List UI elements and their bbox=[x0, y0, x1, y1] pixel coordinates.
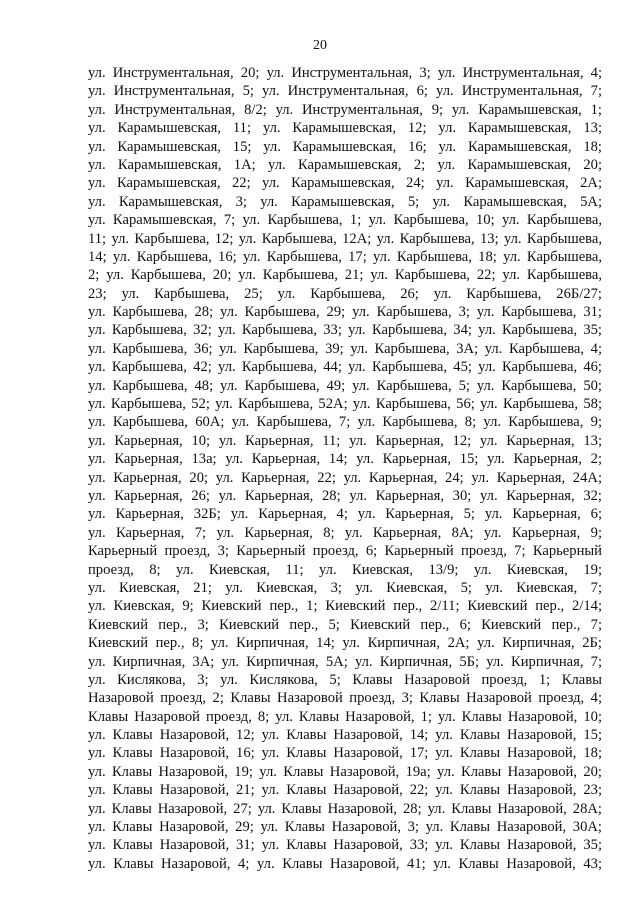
text-line: ул. Инструментальная, 5; ул. Инструментальная, 6; ул. Инструментальная, 7; bbox=[88, 83, 602, 100]
text-line: ул. Карьерная, 32Б; ул. Карьерная, 4; ул. Карьерная, 5; ул. Карьерная, 6; bbox=[88, 506, 602, 523]
text-line: 14; ул. Карбышева, 16; ул. Карбышева, 17; ул. Карбышева, 18; ул. Карбышева, bbox=[88, 248, 602, 265]
text-line: ул. Кислякова, 3; ул. Кислякова, 5; Клавы Назаровой проезд, 1; Клавы bbox=[88, 671, 602, 688]
text-line: ул. Карьерная, 26; ул. Карьерная, 28; ул. Карьерная, 30; ул. Карьерная, 32; bbox=[88, 487, 602, 504]
text-line: ул. Инструментальная, 20; ул. Инструментальная, 3; ул. Инструментальная, 4; bbox=[88, 65, 602, 81]
text-line: ул. Карьерная, 7; ул. Карьерная, 8; ул. Карьерная, 8А; ул. Карьерная, 9; bbox=[88, 524, 602, 541]
text-line: 23; ул. Карбышева, 25; ул. Карбышева, 26; ул. Карбышева, 26Б/27; bbox=[88, 285, 602, 302]
text-line: ул. Карбышева, 42; ул. Карбышева, 44; ул. Карбышева, 45; ул. Карбышева, 46; bbox=[88, 359, 602, 376]
text-line: Назаровой проезд, 2; Клавы Назаровой проезд, 3; Клавы Назаровой проезд, 4; bbox=[88, 690, 602, 707]
text-line: Клавы Назаровой проезд, 8; ул. Клавы Назаровой, 1; ул. Клавы Назаровой, 10; bbox=[88, 708, 602, 725]
text-line: Карьерный проезд, 3; Карьерный проезд, 6; Карьерный проезд, 7; Карьерный bbox=[88, 543, 602, 560]
text-line: ул. Киевская, 21; ул. Киевская, 3; ул. Киевская, 5; ул. Киевская, 7; bbox=[88, 579, 602, 596]
text-line: ул. Кирпичная, 3А; ул. Кирпичная, 5А; ул. Кирпичная, 5Б; ул. Кирпичная, 7; bbox=[88, 653, 602, 670]
text-line: ул. Клавы Назаровой, 4; ул. Клавы Назаровой, 41; ул. Клавы Назаровой, 43; bbox=[88, 855, 602, 872]
text-line: Киевский пер., 8; ул. Кирпичная, 14; ул. Кирпичная, 2А; ул. Кирпичная, 2Б; bbox=[88, 635, 602, 652]
text-line: ул. Карбышева, 60А; ул. Карбышева, 7; ул. Карбышева, 8; ул. Карбышева, 9; bbox=[88, 414, 602, 431]
text-line: ул. Карьерная, 20; ул. Карьерная, 22; ул. Карьерная, 24; ул. Карьерная, 24А; bbox=[88, 469, 602, 486]
text-line: ул. Карьерная, 13а; ул. Карьерная, 14; ул. Карьерная, 15; ул. Карьерная, 2; bbox=[88, 451, 602, 468]
text-line: ул. Карамышевская, 7; ул. Карбышева, 1; ул. Карбышева, 10; ул. Карбышева, bbox=[88, 212, 602, 229]
text-line: ул. Карбышева, 48; ул. Карбышева, 49; ул. Карбышева, 5; ул. Карбышева, 50; bbox=[88, 377, 602, 394]
text-line: ул. Клавы Назаровой, 21; ул. Клавы Назаровой, 22; ул. Клавы Назаровой, 23; bbox=[88, 782, 602, 799]
text-line: ул. Карамышевская, 11; ул. Карамышевская, 12; ул. Карамышевская, 13; bbox=[88, 120, 602, 137]
text-line: проезд, 8; ул. Киевская, 11; ул. Киевская, 13/9; ул. Киевская, 19; bbox=[88, 561, 602, 578]
address-list bbox=[88, 64, 602, 873]
page-number: 20 bbox=[313, 38, 327, 53]
text-line: ул. Карамышевская, 15; ул. Карамышевская, 16; ул. Карамышевская, 18; bbox=[88, 138, 602, 155]
text-line: 2; ул. Карбышева, 20; ул. Карбышева, 21; ул. Карбышева, 22; ул. Карбышева, bbox=[88, 267, 602, 284]
text-line: ул. Клавы Назаровой, 31; ул. Клавы Назаровой, 33; ул. Клавы Назаровой, 35; bbox=[88, 837, 602, 854]
text-line: ул. Карамышевская, 1А; ул. Карамышевская, 2; ул. Карамышевская, 20; bbox=[88, 156, 602, 173]
text-line: ул. Карбышева, 28; ул. Карбышева, 29; ул. Карбышева, 3; ул. Карбышева, 31; bbox=[88, 304, 602, 321]
text-line: ул. Клавы Назаровой, 27; ул. Клавы Назаровой, 28; ул. Клавы Назаровой, 28А; bbox=[88, 800, 602, 817]
text-line: Киевский пер., 3; Киевский пер., 5; Киевский пер., 6; Киевский пер., 7; bbox=[88, 616, 602, 633]
text-line: ул. Карамышевская, 22; ул. Карамышевская, 24; ул. Карамышевская, 2А; bbox=[88, 175, 602, 192]
text-line: ул. Карьерная, 10; ул. Карьерная, 11; ул. Карьерная, 12; ул. Карьерная, 13; bbox=[88, 432, 602, 449]
text-line: ул. Клавы Назаровой, 29; ул. Клавы Назаровой, 3; ул. Клавы Назаровой, 30А; bbox=[88, 819, 602, 836]
text-line: ул. Клавы Назаровой, 16; ул. Клавы Назаровой, 17; ул. Клавы Назаровой, 18; bbox=[88, 745, 602, 762]
text-line: ул. Карамышевская, 3; ул. Карамышевская, 5; ул. Карамышевская, 5А; bbox=[88, 193, 602, 210]
text-line: ул. Карбышева, 32; ул. Карбышева, 33; ул. Карбышева, 34; ул. Карбышева, 35; bbox=[88, 322, 602, 339]
text-line: ул. Клавы Назаровой, 12; ул. Клавы Назаровой, 14; ул. Клавы Назаровой, 15; bbox=[88, 727, 602, 744]
text-line: ул. Карбышева, 36; ул. Карбышева, 39; ул. Карбышева, 3А; ул. Карбышева, 4; bbox=[88, 340, 602, 357]
text-line: ул. Киевская, 9; Киевский пер., 1; Киевский пер., 2/11; Киевский пер., 2/14; bbox=[88, 598, 602, 615]
text-line: ул. Карбышева, 52; ул. Карбышева, 52А; ул. Карбышева, 56; ул. Карбышева, 58; bbox=[88, 396, 602, 413]
text-line: ул. Клавы Назаровой, 19; ул. Клавы Назаровой, 19а; ул. Клавы Назаровой, 20; bbox=[88, 763, 602, 780]
text-line: ул. Инструментальная, 8/2; ул. Инструментальная, 9; ул. Карамышевская, 1; bbox=[88, 101, 602, 118]
text-line: 11; ул. Карбышева, 12; ул. Карбышева, 12А; ул. Карбышева, 13; ул. Карбышева, bbox=[88, 230, 602, 247]
